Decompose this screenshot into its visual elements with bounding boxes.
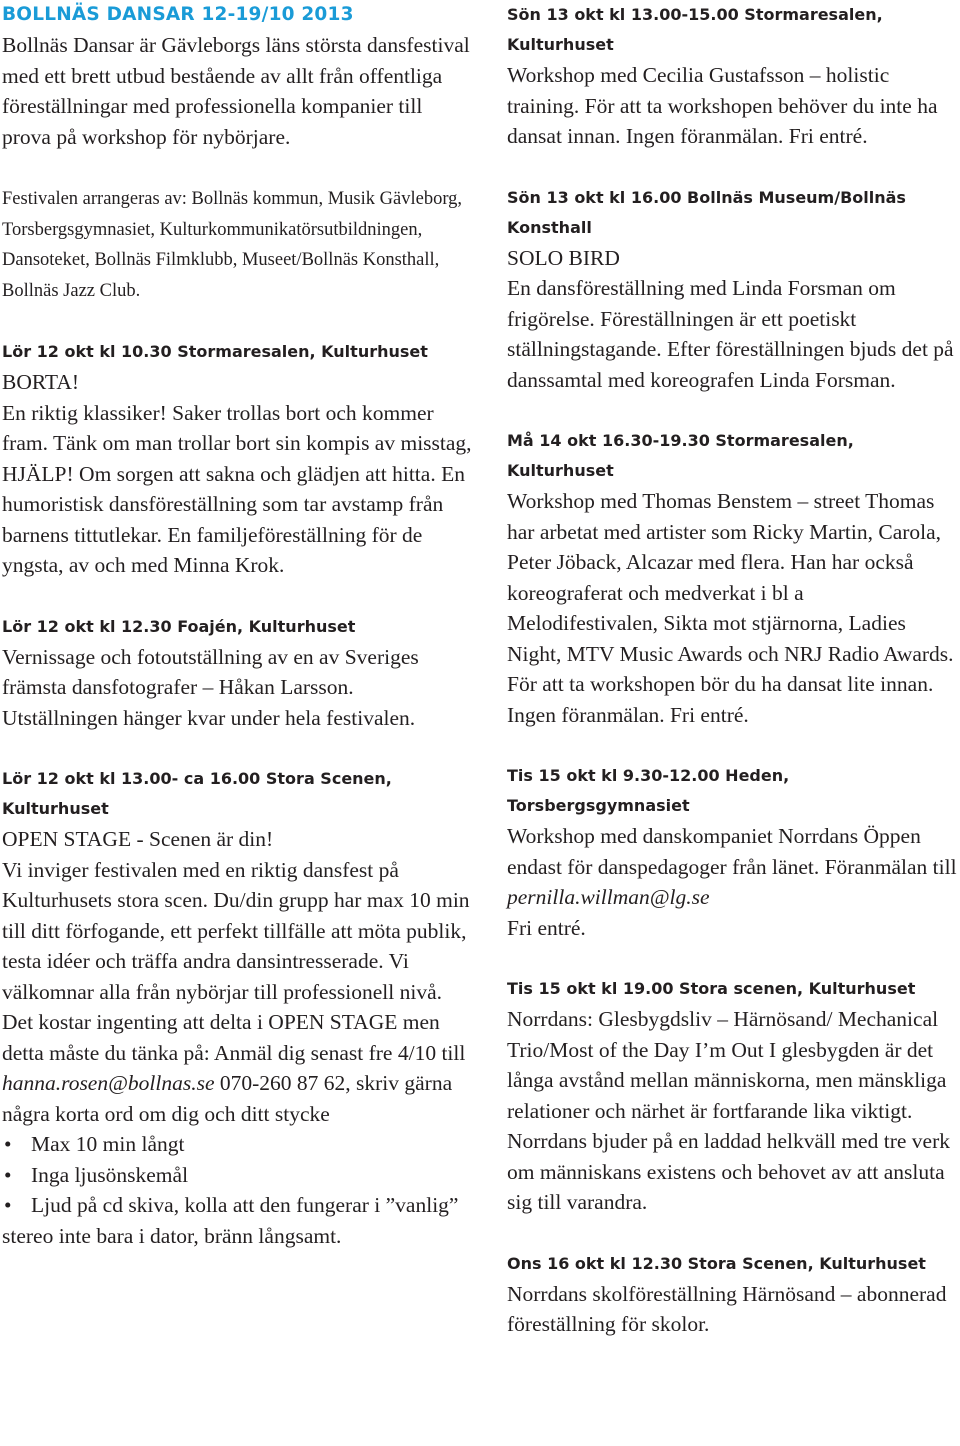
event-text-continued: Fri entré. [507,915,586,940]
list-item: • Max 10 min långt [4,1132,185,1156]
event-description [2,855,472,1130]
event-description: En riktig klassiker! Saker trollas bort och kommer fram. Tänk om man trollar bort sin kompis av misstag, HJÄLP! Om sorgen att sakna och glädjen att hitta. En humoristisk dansföreställning som tar avstamp från barnens tittutlekar. En familjeföreställning för de yngsta, av och med Minna Krok. [2,400,472,577]
event-description: Norrdans: Glesbygdsliv – Härnösand/ Mechanical Trio/Most of the Day I’m Out I glesbygden är det långa avstånd mellan människorna, men mänskliga relationer och närhet är fortfarande lika viktigt. Norrdans bjuder på en laddad helkväll med tre verk om människans existens och behovet av att ansluta sig till varandra. [507,1007,950,1214]
event-text-continued: 070-260 87 62, skriv gärna några korta ord om dig och ditt stycke [2,1071,453,1126]
event-heading: Ons 16 okt kl 12.30 Stora Scenen, Kulturhuset [507,1253,926,1273]
event-title: SOLO BIRD [507,245,620,270]
event-solo-bird [507,183,960,396]
event-heading: Må 14 okt 16.30-19.30 Stormaresalen, Kulturhuset [507,431,854,480]
event-text: Vi inviger festivalen med en riktig dansfest på Kulturhusets stora scen. Du/din grupp har max 10 min till ditt förfogande, ett perfekt tillfälle att möta publik, testa idéer och träffa andra dansintresserade. Vi välkomnar alla från nybörjar till professionell nivå. Det kostar ingenting att delta i OPEN STAGE men detta måste du tänka på: Anmäl dig senast fre 4/10 till [2,857,470,1065]
requirements-list [2,1129,472,1251]
right-column [507,0,960,1340]
event-glesbygdsliv [507,974,960,1218]
event-text: Workshop med danskompaniet Norrdans Öppen endast för danspedagoger från länet. Föranmälan till [507,824,957,879]
festival-title: BOLLNÄS DANSAR 12-19/10 2013 [2,4,354,25]
event-description [507,821,960,943]
festival-intro: Bollnäs Dansar är Gävleborgs läns största dansfestival med ett brett utbud bestående av allt från offentliga föreställningar med professionella kompanier till prova på workshop för nybörjare. [2,33,470,149]
event-workshop-norrdans [507,761,960,943]
list-item: • Inga ljusönskemål [4,1162,189,1187]
event-description: Workshop med Cecilia Gustafsson – holistic training. För att ta workshopen behöver du inte ha dansat innan. Ingen föranmälan. Fri entré. [507,63,938,148]
event-heading: Lör 12 okt kl 13.00- ca 16.00 Stora Scenen, Kulturhuset [2,769,392,818]
event-description: Workshop med Thomas Benstem – street Thomas har arbetat med artister som Ricky Martin, Carola, Peter Jöback, Alcazar med flera. Han har också koreograferat och medverkat i bl a Melodifestivalen, Sikta mot stjärnorna, Ladies Night, MTV Music Awards och NRJ Radio Awards. För att ta workshopen bör du ha dansat lite innan. Ingen föranmälan. Fri entré. [507,489,954,727]
event-open-stage [2,764,472,1251]
event-heading: Tis 15 okt kl 9.30-12.00 Heden, Torsbergsgymnasiet [507,766,790,815]
event-description: Norrdans skolföreställning Härnösand – abonnerad föreställning för skolor. [507,1281,947,1336]
event-heading: Lör 12 okt kl 12.30 Foajén, Kulturhuset [2,616,356,636]
list-item: • Ljud på cd skiva, kolla att den fungerar i ”vanlig” stereo inte bara i dator, bränn långsamt. [2,1193,459,1248]
event-heading: Tis 15 okt kl 19.00 Stora scenen, Kulturhuset [507,979,916,998]
event-workshop-cecilia [507,0,960,152]
event-description: Vernissage och fotoutställning av en av Sveriges främsta dansfotografer – Håkan Larsson. Utställningen hänger kvar under hela festivalen. [2,644,419,730]
left-column [2,0,472,1251]
contact-email-link[interactable]: hanna.rosen@bollnas.se [2,1071,215,1095]
event-borta [2,337,472,581]
festival-organizers: Festivalen arrangeras av: Bollnäs kommun, Musik Gävleborg, Torsbergsgymnasiet, Kulturkommunikatörsutbildningen, Dansoteket, Bollnäs Filmklubb, Museet/Bollnäs Konsthall, Bollnäs Jazz Club. [2,189,463,301]
event-description: En dansföreställning med Linda Forsman om frigörelse. Föreställningen är ett poetiskt ställningstagande. Efter föreställningen bjuds det på danssamtal med koreografen Linda Forsman. [507,276,954,392]
event-workshop-thomas [507,426,960,730]
event-title: BORTA! [2,370,80,394]
event-title: OPEN STAGE - Scenen är din! [2,827,274,851]
contact-email-link[interactable]: pernilla.willman@lg.se [507,885,710,909]
event-school-performance [507,1249,960,1340]
event-vernissage [2,612,472,734]
event-heading: Sön 13 okt kl 13.00-15.00 Stormaresalen, Kulturhuset [507,5,883,54]
event-heading: Lör 12 okt kl 10.30 Stormaresalen, Kulturhuset [2,342,428,361]
event-heading: Sön 13 okt kl 16.00 Bollnäs Museum/Bollnäs Konsthall [507,187,906,237]
